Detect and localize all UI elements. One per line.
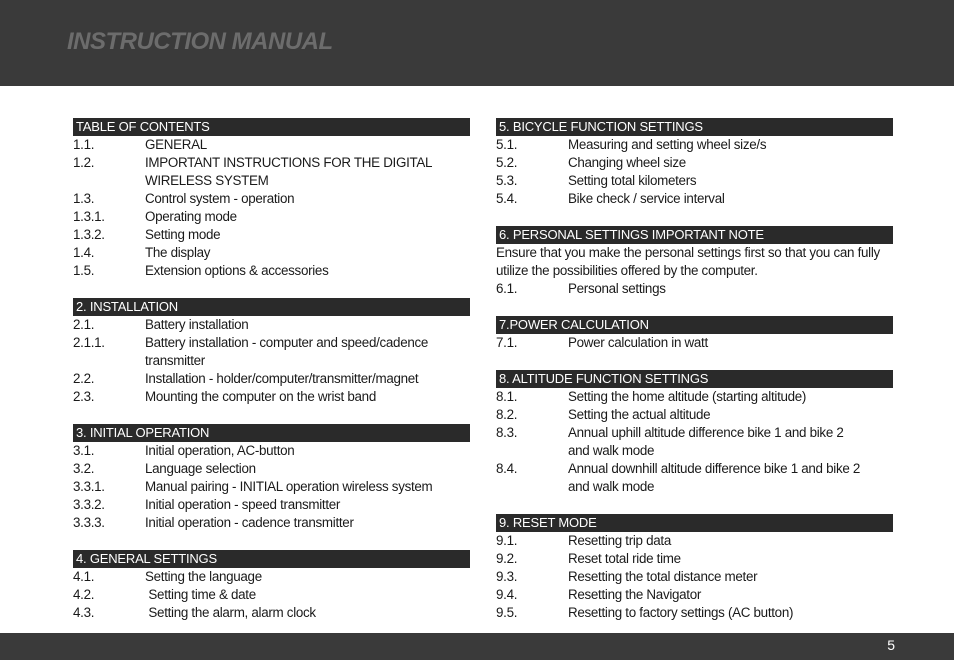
toc-entry [496,190,893,208]
entry-text: Resetting the total distance meter [568,569,758,584]
toc-section [73,550,470,622]
entry-number: 7.1. [496,335,518,350]
section-heading: 7.POWER CALCULATION [496,316,893,334]
toc-entry [73,478,470,496]
entry-text: Power calculation in watt [568,335,708,350]
toc-entry [73,244,470,262]
toc-entry [73,334,470,352]
toc-entry [496,424,893,442]
entry-number: 9.3. [496,569,518,584]
entry-text: Setting the actual altitude [568,407,711,422]
entry-number: 1.3. [73,191,95,206]
entry-text: IMPORTANT INSTRUCTIONS FOR THE DIGITAL [145,155,433,170]
entry-text: Initial operation, AC-button [145,443,295,458]
entry-text: Setting the home altitude (starting altitude) [568,389,807,404]
entry-text: Bike check / service interval [568,191,725,206]
entry-text: Setting the alarm, alarm clock [145,605,316,620]
entry-number: 8.3. [496,425,518,440]
entry-number: 8.4. [496,461,518,476]
section-heading: 9. RESET MODE [496,514,893,532]
entry-number: 9.5. [496,605,518,620]
entry-number: 4.2. [73,587,95,602]
entry-text: Extension options & accessories [145,263,329,278]
entry-text: Battery installation - computer and speed/cadence [145,335,429,350]
entry-text: Resetting to factory settings (AC button) [568,605,794,620]
entry-text: Resetting the Navigator [568,587,702,602]
toc-entry-continuation [73,172,470,190]
entry-number: 5.3. [496,173,518,188]
entry-text: Measuring and setting wheel size/s [568,137,767,152]
entry-number: 5.1. [496,137,518,152]
entry-number: 9.1. [496,533,518,548]
toc-entry-continuation [496,478,893,496]
section-heading: 6. PERSONAL SETTINGS IMPORTANT NOTE [496,226,893,244]
toc-section [73,298,470,406]
entry-text: The display [145,245,211,260]
entry-number: 3.3.2. [73,497,105,512]
toc-section [496,118,893,208]
entry-number: 4.1. [73,569,95,584]
toc-section [496,316,893,352]
page-number: 5 [887,637,895,653]
entry-text: Initial operation - speed transmitter [145,497,341,512]
toc-entry [496,550,893,568]
entry-text: Setting total kilometers [568,173,697,188]
entry-text: Mounting the computer on the wrist band [145,389,376,404]
entry-text: and walk mode [568,443,655,458]
section-heading: 5. BICYCLE FUNCTION SETTINGS [496,118,893,136]
entry-text: and walk mode [568,479,655,494]
entry-text: Reset total ride time [568,551,681,566]
entry-text: GENERAL [145,137,207,152]
manual-title: INSTRUCTION MANUAL [67,28,333,55]
entry-number: 3.2. [73,461,95,476]
toc-entry [496,568,893,586]
entry-number: 9.2. [496,551,518,566]
toc-entry [73,226,470,244]
toc-entry [496,172,893,190]
toc-entry [73,568,470,586]
entry-number: 6.1. [496,281,518,296]
entry-number: 1.4. [73,245,95,260]
entry-number: 4.3. [73,605,95,620]
toc-entry [73,604,470,622]
entry-number: 5.4. [496,191,518,206]
entry-text: Initial operation - cadence transmitter [145,515,354,530]
entry-text: Setting mode [145,227,221,242]
entry-number: 8.2. [496,407,518,422]
toc-entry [73,154,470,172]
toc-entry [73,316,470,334]
entry-text: Setting time & date [145,587,256,602]
toc-entry [73,370,470,388]
toc-entry [496,406,893,424]
entry-number: 2.1. [73,317,95,332]
entry-text: Language selection [145,461,256,476]
entry-number: 1.3.1. [73,209,105,224]
entry-text: Operating mode [145,209,237,224]
toc-section [73,118,470,280]
entry-number: 5.2. [496,155,518,170]
section-heading: 8. ALTITUDE FUNCTION SETTINGS [496,370,893,388]
toc-entry [73,208,470,226]
toc-section [496,514,893,622]
toc-entry [73,496,470,514]
entry-number: 8.1. [496,389,518,404]
toc-entry [496,586,893,604]
toc-entry [73,514,470,532]
entry-number: 2.1.1. [73,335,105,350]
toc-entry [496,532,893,550]
toc-entry-continuation [73,352,470,370]
toc-section [496,226,893,298]
note-paragraph: Ensure that you make the personal settings first so that you can fully utilize the possibilities offered by the computer. [496,245,880,278]
section-heading: 3. INITIAL OPERATION [73,424,470,442]
toc-section [73,424,470,532]
entry-text: Control system - operation [145,191,295,206]
entry-text: Setting the language [145,569,262,584]
entry-number: 1.2. [73,155,95,170]
toc-right-column [496,118,893,640]
toc-entry [73,442,470,460]
entry-text: transmitter [145,353,205,368]
entry-text: Battery installation [145,317,249,332]
entry-number: 1.5. [73,263,95,278]
toc-entry [73,460,470,478]
toc-entry [73,262,470,280]
entry-text: Changing wheel size [568,155,686,170]
section-heading: 4. GENERAL SETTINGS [73,550,470,568]
toc-entry [496,136,893,154]
toc-entry [73,586,470,604]
toc-entry [496,280,893,298]
toc-entry [73,190,470,208]
entry-text: WIRELESS SYSTEM [145,173,269,188]
section-heading: 2. INSTALLATION [73,298,470,316]
entry-number: 3.3.3. [73,515,105,530]
toc-entry [73,388,470,406]
toc-entry [496,154,893,172]
entry-number: 2.2. [73,371,95,386]
toc-entry [496,460,893,478]
entry-number: 1.1. [73,137,95,152]
entry-text: Annual uphill altitude difference bike 1 and bike 2 [568,425,844,440]
entry-number: 9.4. [496,587,518,602]
entry-text: Manual pairing - INITIAL operation wireless system [145,479,433,494]
toc-left-column [73,118,470,640]
section-heading: TABLE OF CONTENTS [73,118,470,136]
toc-entry-continuation [496,442,893,460]
entry-text: Installation - holder/computer/transmitter/magnet [145,371,419,386]
entry-number: 2.3. [73,389,95,404]
toc-entry [496,334,893,352]
toc-entry [496,604,893,622]
header-bar [0,0,954,86]
toc-section [496,370,893,496]
entry-text: Annual downhill altitude difference bike 1 and bike 2 [568,461,861,476]
entry-text: Personal settings [568,281,666,296]
toc-entry [73,136,470,154]
toc-entry [496,388,893,406]
entry-number: 1.3.2. [73,227,105,242]
entry-text: Resetting trip data [568,533,671,548]
footer-bar [0,633,954,660]
entry-number: 3.3.1. [73,479,105,494]
entry-number: 3.1. [73,443,95,458]
